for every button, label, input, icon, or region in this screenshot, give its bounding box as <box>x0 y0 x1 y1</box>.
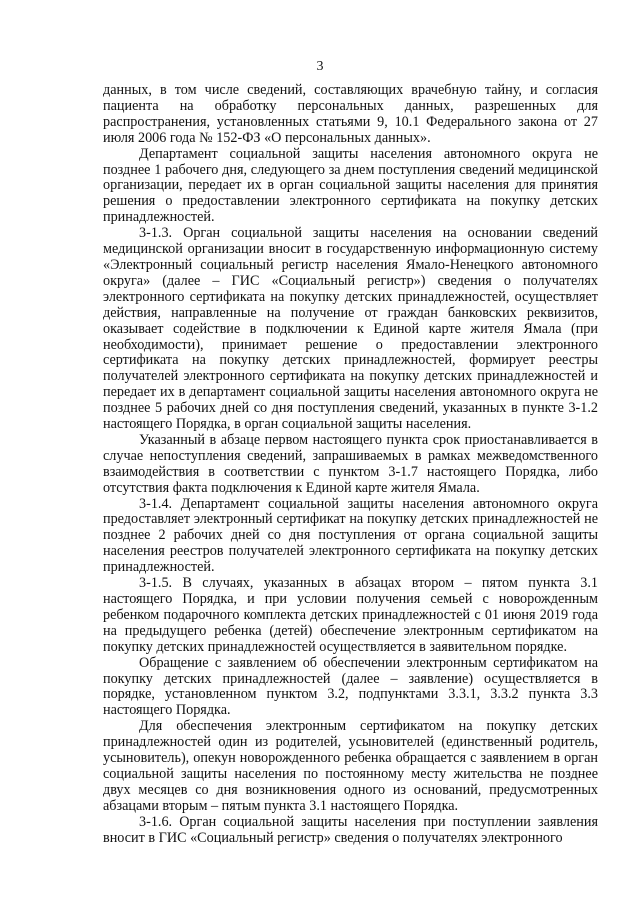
paragraph-department-transfer: Департамент социальной защиты населения автономного округа не позднее 1 рабочего дня, следующего за днем поступления сведений медицинской организации, передает их в орган социальной защиты населения для принятия решения о предоставлении электронного сертификата на покупку детских принадлежностей. <box>103 145 598 226</box>
paragraph-application-procedure: Обращение с заявлением об обеспечении электронным сертификатом на покупку детских принадлежностей (далее – заявление) осуществляется в порядке, установленном пунктом 3.2, подпунктами 3.3.1, 3.3.2 пункта 3.3 настоящего Порядка. <box>103 654 598 719</box>
paragraph-continuation: данных, в том числе сведений, составляющих врачебную тайну, и согласия пациента на обработку персональных данных, разрешенных для распространения, установленных статьями 9, 10.1 Федерального закона от 27 июля 2006 года № 152-ФЗ «О персональных данных». <box>103 82 598 146</box>
paragraph-applicant-requirements: Для обеспечения электронным сертификатом на покупку детских принадлежностей один из родителей, усыновителей (единственный родитель, усыновитель), опекун новорожденного ребенка обращается с заявлением в орган социальной защиты населения по постоянному месту жительства не позднее двух месяцев со дня возникновения одного из оснований, предусмотренных абзацами вторым – пятым пункта 3.1 настоящего Порядка. <box>103 718 598 814</box>
page-number: 3 <box>316 59 324 74</box>
paragraph-3-1-3: 3-1.3. Орган социальной защиты населения на основании сведений медицинской организации вносит в государственную информационную систему «Электронный социальный регистр населения Ямало-Ненецкого автономного округа» (далее – ГИС «Социальный регистр») сведения о получателях электронного сертификата на покупку детских принадлежностей, осуществляет действия, направленные на получение от граждан банковских реквизитов, оказывает содействие в подключении к Единой карте жителя Ямала (при необходимости), принимает решение о предоставлении электронного сертификата на покупку детских принадлежностей, формирует реестры получателей электронного сертификата на покупку детских принадлежностей и передает их в департамент социальной защиты населения автономного округа не позднее 5 рабочих дней со дня поступления сведений, указанных в пункте 3-1.2 настоящего Порядка, в орган социальной защиты населения. <box>103 225 598 433</box>
paragraph-3-1-5: 3-1.5. В случаях, указанных в абзацах втором – пятом пункта 3.1 настоящего Порядка, и при условии получения семьей с новорожденным ребенком подарочного комплекта детских принадлежностей с 01 июня 2019 года на предыдущего ребенка (детей) обеспечение электронным сертификатом на покупку детских принадлежностей осуществляется в заявительном порядке. <box>103 575 598 655</box>
document-body <box>103 83 598 847</box>
paragraph-deadline-suspension: Указанный в абзаце первом настоящего пункта срок приостанавливается в случае непоступления сведений, запрашиваемых в рамках межведомственного взаимодействия в соответствии с пунктом 3-1.7 настоящего Порядка, либо отсутствия факта подключения к Единой карте жителя Ямала. <box>103 431 598 496</box>
paragraph-3-1-6: 3-1.6. Орган социальной защиты населения при поступлении заявления вносит в ГИС «Социальный регистр» сведения о получателях электронного <box>103 813 598 846</box>
paragraph-3-1-4: 3-1.4. Департамент социальной защиты населения автономного округа предоставляет электронный сертификат на покупку детских принадлежностей не позднее 2 рабочих дней со дня поступления от органа социальной защиты населения реестров получателей электронного сертификата на покупку детских принадлежностей. <box>103 495 598 576</box>
